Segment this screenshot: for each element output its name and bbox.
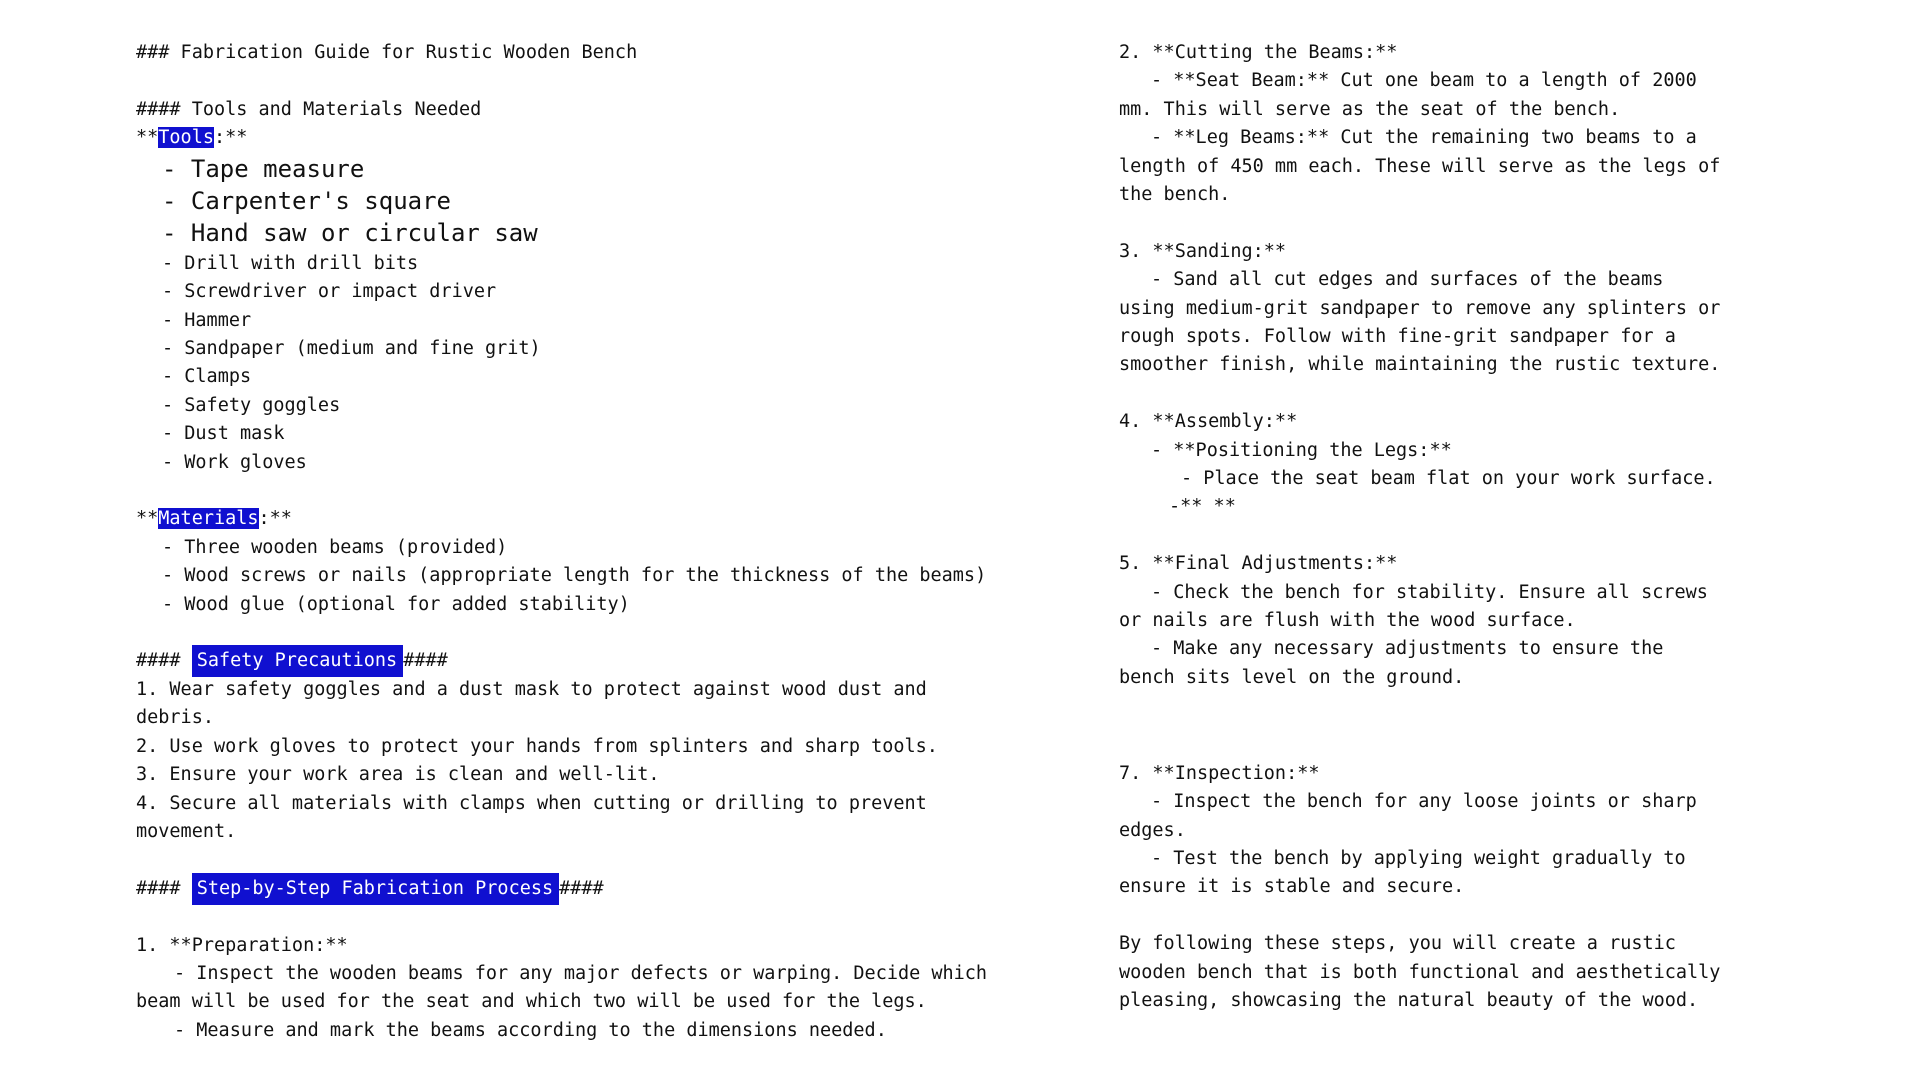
- step5-line: - Make any necessary adjustments to ensure the: [1151, 638, 1664, 660]
- tool-item: - Tape measure: [162, 154, 365, 183]
- process-suffix: ####: [559, 877, 604, 899]
- step2-line: mm. This will serve as the seat of the bench.: [1119, 98, 1621, 120]
- tools-prefix: **: [136, 127, 159, 149]
- safety-highlight: Safety Precautions: [192, 645, 403, 677]
- tools-label-line: [136, 124, 1086, 152]
- material-item: - Wood glue (optional for added stability): [162, 593, 630, 615]
- step5-line: or nails are flush with the wood surface.: [1119, 610, 1576, 632]
- closing-line: pleasing, showcasing the natural beauty of the wood.: [1119, 989, 1699, 1011]
- safety-line: movement.: [136, 820, 237, 842]
- right-column: [1119, 39, 1819, 1015]
- step3-title: 3. **Sanding:**: [1119, 240, 1287, 262]
- step1-line: - Measure and mark the beams according to the dimensions needed.: [174, 1019, 887, 1041]
- tool-item: - Hand saw or circular saw: [162, 219, 538, 248]
- safety-line: 2. Use work gloves to protect your hands from splinters and sharp tools.: [136, 735, 938, 757]
- tools-suffix: :**: [213, 127, 248, 149]
- step4-blank-item: -** **: [1169, 496, 1236, 518]
- closing-line: By following these steps, you will create a rustic: [1119, 933, 1676, 955]
- materials-label-line: [136, 505, 1086, 533]
- tool-item: - Sandpaper (medium and fine grit): [162, 338, 541, 360]
- step3-line: using medium-grit sandpaper to remove any splinters or: [1119, 297, 1721, 319]
- step7-title: 7. **Inspection:**: [1119, 762, 1320, 784]
- materials-highlight: Materials: [158, 508, 259, 530]
- step7-line: edges.: [1119, 819, 1186, 841]
- spacer: [1119, 522, 1819, 550]
- step2-line: the bench.: [1119, 184, 1231, 206]
- step2-line: length of 450 mm each. These will serve as the legs of: [1119, 155, 1721, 177]
- safety-heading: [136, 647, 1086, 675]
- step3-line: rough spots. Follow with fine-grit sandpaper for a: [1119, 326, 1676, 348]
- document-title: ### Fabrication Guide for Rustic Wooden Bench: [136, 42, 638, 63]
- step5-title: 5. **Final Adjustments:**: [1119, 553, 1398, 575]
- tool-item: - Dust mask: [162, 423, 285, 445]
- spacer: [136, 846, 1086, 874]
- spacer: [1119, 902, 1819, 930]
- tool-item: - Drill with drill bits: [162, 252, 419, 274]
- left-column: [136, 39, 1086, 1045]
- step3-line: smoother finish, while maintaining the rustic texture.: [1119, 354, 1721, 376]
- step1-title: 1. **Preparation:**: [136, 934, 348, 956]
- step4-subheading: - **Positioning the Legs:**: [1151, 439, 1452, 461]
- spacer: [136, 477, 1086, 505]
- safety-line: 3. Ensure your work area is clean and well-lit.: [136, 764, 660, 786]
- closing-line: wooden bench that is both functional and aesthetically: [1119, 961, 1721, 983]
- tool-item: - Hammer: [162, 309, 252, 331]
- tool-item: - Work gloves: [162, 451, 307, 473]
- step3-line: - Sand all cut edges and surfaces of the beams: [1151, 269, 1664, 291]
- spacer: [1119, 209, 1819, 237]
- step5-line: - Check the bench for stability. Ensure all screws: [1151, 581, 1708, 603]
- spacer: [136, 903, 1086, 931]
- spacer: [136, 619, 1086, 647]
- step4-title: 4. **Assembly:**: [1119, 411, 1298, 433]
- materials-prefix: **: [136, 508, 159, 530]
- spacer: [1119, 692, 1819, 720]
- material-item: - Wood screws or nails (appropriate length for the thickness of the beams): [162, 565, 987, 587]
- safety-prefix: ####: [136, 650, 192, 672]
- step2-line: - **Leg Beams:** Cut the remaining two beams to a: [1151, 127, 1697, 149]
- process-highlight: Step-by-Step Fabrication Process: [192, 873, 559, 905]
- material-item: - Three wooden beams (provided): [162, 536, 508, 558]
- process-heading: [136, 875, 1086, 903]
- tool-item: - Carpenter's square: [162, 187, 451, 216]
- step1-line: - Inspect the wooden beams for any major defects or warping. Decide which: [174, 962, 988, 984]
- step7-line: ensure it is stable and secure.: [1119, 876, 1465, 898]
- tools-materials-heading: #### Tools and Materials Needed: [136, 98, 482, 120]
- safety-line: 1. Wear safety goggles and a dust mask to protect against wood dust and: [136, 678, 927, 700]
- step2-line: - **Seat Beam:** Cut one beam to a length of 2000: [1151, 70, 1697, 92]
- step1-line: beam will be used for the seat and which two will be used for the legs.: [136, 991, 927, 1013]
- spacer: [1119, 380, 1819, 408]
- spacer: [1119, 721, 1819, 760]
- tool-item: - Screwdriver or impact driver: [162, 281, 497, 303]
- step5-line: bench sits level on the ground.: [1119, 666, 1465, 688]
- step4-item: - Place the seat beam flat on your work surface.: [1181, 468, 1716, 490]
- tools-highlight: Tools: [158, 127, 214, 149]
- step7-line: - Test the bench by applying weight gradually to: [1151, 847, 1686, 869]
- materials-suffix: :**: [258, 508, 292, 530]
- tool-item: - Clamps: [162, 366, 252, 388]
- process-prefix: ####: [136, 877, 192, 899]
- safety-line: 4. Secure all materials with clamps when cutting or drilling to prevent: [136, 792, 927, 814]
- safety-suffix: ####: [403, 650, 448, 672]
- safety-line: debris.: [136, 707, 214, 729]
- step2-title: 2. **Cutting the Beams:**: [1119, 42, 1398, 63]
- tool-item: - Safety goggles: [162, 394, 341, 416]
- spacer: [136, 67, 1086, 95]
- step7-line: - Inspect the bench for any loose joints or sharp: [1151, 791, 1697, 813]
